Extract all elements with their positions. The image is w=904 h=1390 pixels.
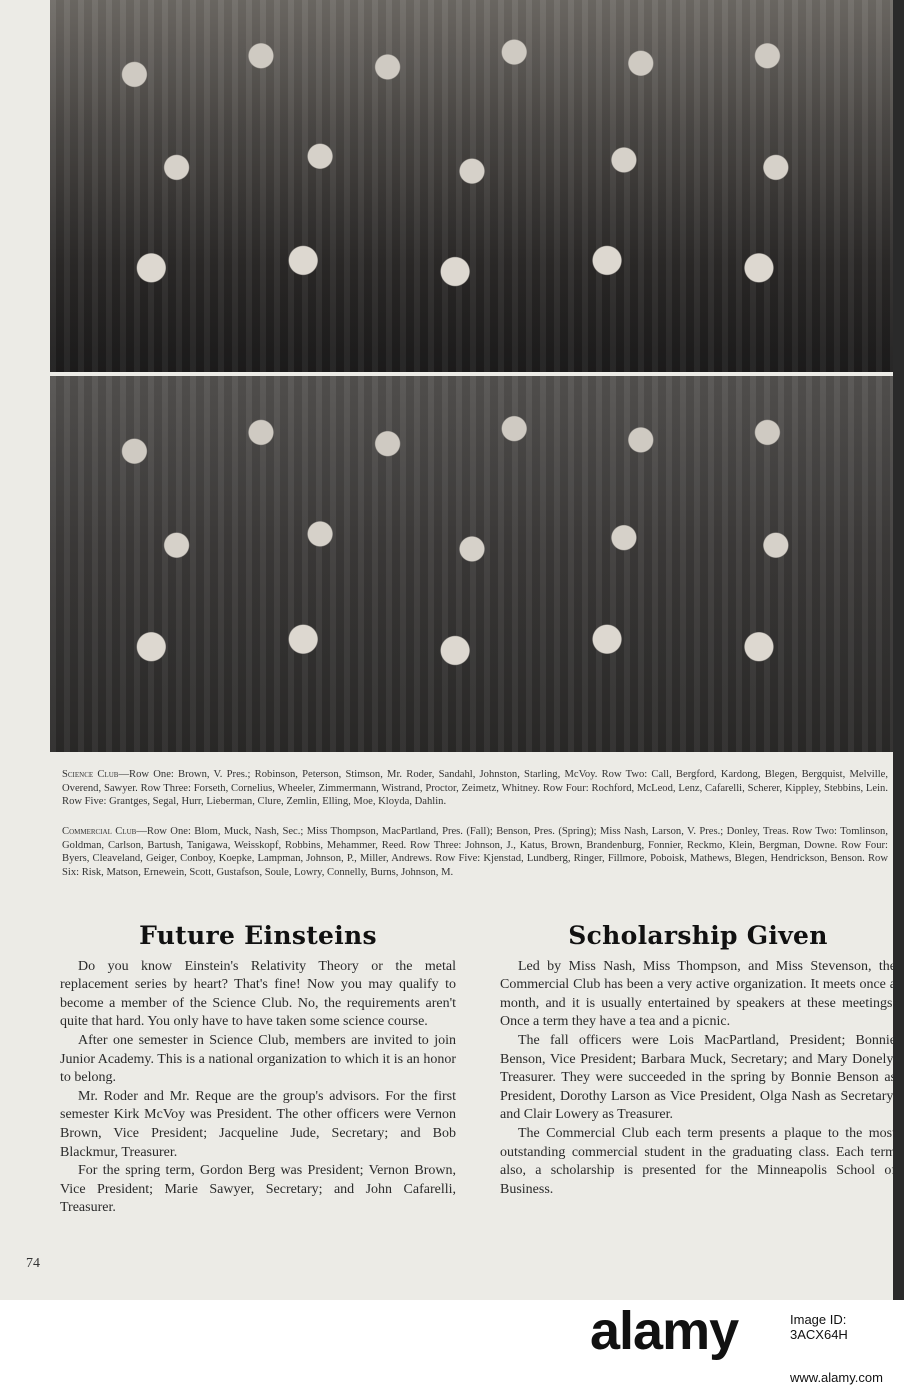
paragraph: Do you know Einstein's Relativity Theory or the metal replacement series by heart? That's fine! Now you may qualify to become a member of the Science Club. No, the requirements aren't quite that hard. You only have to have taken some science course. — [60, 958, 456, 1030]
image-id: Image ID: 3ACX64H — [790, 1312, 848, 1342]
watermark-url: www.alamy.com — [790, 1370, 883, 1385]
commercial-club-caption — [62, 825, 888, 879]
paragraph: The Commercial Club each term presents a plaque to the most outstanding commercial student in the graduating class. Each term also, a scholarship is presented for the Minneapolis School of Business. — [500, 1125, 896, 1197]
caption-text: —Row One: Brown, V. Pres.; Robinson, Peterson, Stimson, Mr. Roder, Sandahl, Johnston, Starling, McVoy. Row Two: Call, Bergford, Kardong, Blegen, Bergquist, Melville, Overend, Sawyer. Row Three: Forseth, Cornelius, Wheeler, Zimmermann, Wistrand, Proctor, Zeimetz, Whitney. Row Four: Rochford, McLeod, Lenz, Cafarelli, Scherer, Kippley, Stebbins, Lein. Row Five: Grantges, Segal, Hurr, Lieberman, Clure, Zemlin, Elling, Moe, Kloyda, Dahlin. — [62, 769, 888, 808]
caption-text: —Row One: Blom, Muck, Nash, Sec.; Miss Thompson, MacPartland, Pres. (Fall); Benson, Pres. (Spring); Miss Nash, Larson, V. Pres.; Donley, Treas. Row Two: Tomlinson, Goldman, Carlson, Bartush, Tanigawa, Weisskopf, Robbins, Mehammer, Reed. Row Three: Johnson, J., Katus, Brown, Brandenburg, Fonnier, Reckmo, Klein, Bergman, Downe. Row Four: Byers, Cleaveland, Geiger, Conboy, Koepke, Lampman, Johnson, P., Miller, Andrews. Row Five: Kjenstad, Lundberg, Ringer, Fillmore, Poboisk, Mathews, Blegen, Hendrickson, Benson. Row Six: Risk, Matson, Ernewein, Scott, Gustafson, Soule, Lowry, Connelly, Burns, Johnson, M. — [62, 826, 888, 878]
caption-label: Science Club — [62, 769, 119, 780]
alamy-logo: alamy — [590, 1301, 739, 1361]
caption-label: Commercial Club — [62, 826, 137, 837]
science-club-group-photo — [50, 0, 894, 372]
paragraph: The fall officers were Lois MacPartland, President; Bonnie Benson, Vice President; Barbara Muck, Secretary; and Mary Donely, Treasurer. They were succeeded in the spring by Bonnie Benson as President, Dorothy Larson as Vice President, Olga Nash as Secretary, and Clair Lowery as Treasurer. — [500, 1032, 896, 1123]
paragraph: After one semester in Science Club, members are invited to join Junior Academy. This is a national organization to which it is an honor to belong. — [60, 1032, 456, 1086]
page-number: 74 — [26, 1256, 40, 1271]
commercial-club-group-photo — [50, 376, 894, 752]
scholarship-given-article — [500, 921, 896, 1199]
future-einsteins-article — [60, 921, 456, 1218]
science-club-caption — [62, 768, 888, 809]
article-title: Future Einsteins — [139, 921, 377, 950]
paragraph: Mr. Roder and Mr. Reque are the group's advisors. For the first semester Kirk McVoy was President. The other officers were Vernon Brown, Vice President; Jacqueline Jude, Secretary; and Bob Blackmur, Treasurer. — [60, 1088, 456, 1160]
paragraph: Led by Miss Nash, Miss Thompson, and Miss Stevenson, the Commercial Club has been a very active organization. It meets once a month, and it is usually entertained by speakers at these meetings. Once a term they have a tea and a picnic. — [500, 958, 896, 1030]
article-title: Scholarship Given — [568, 921, 828, 950]
paragraph: For the spring term, Gordon Berg was President; Vernon Brown, Vice President; Marie Sawyer, Secretary; and John Cafarelli, Treasurer. — [60, 1163, 456, 1216]
